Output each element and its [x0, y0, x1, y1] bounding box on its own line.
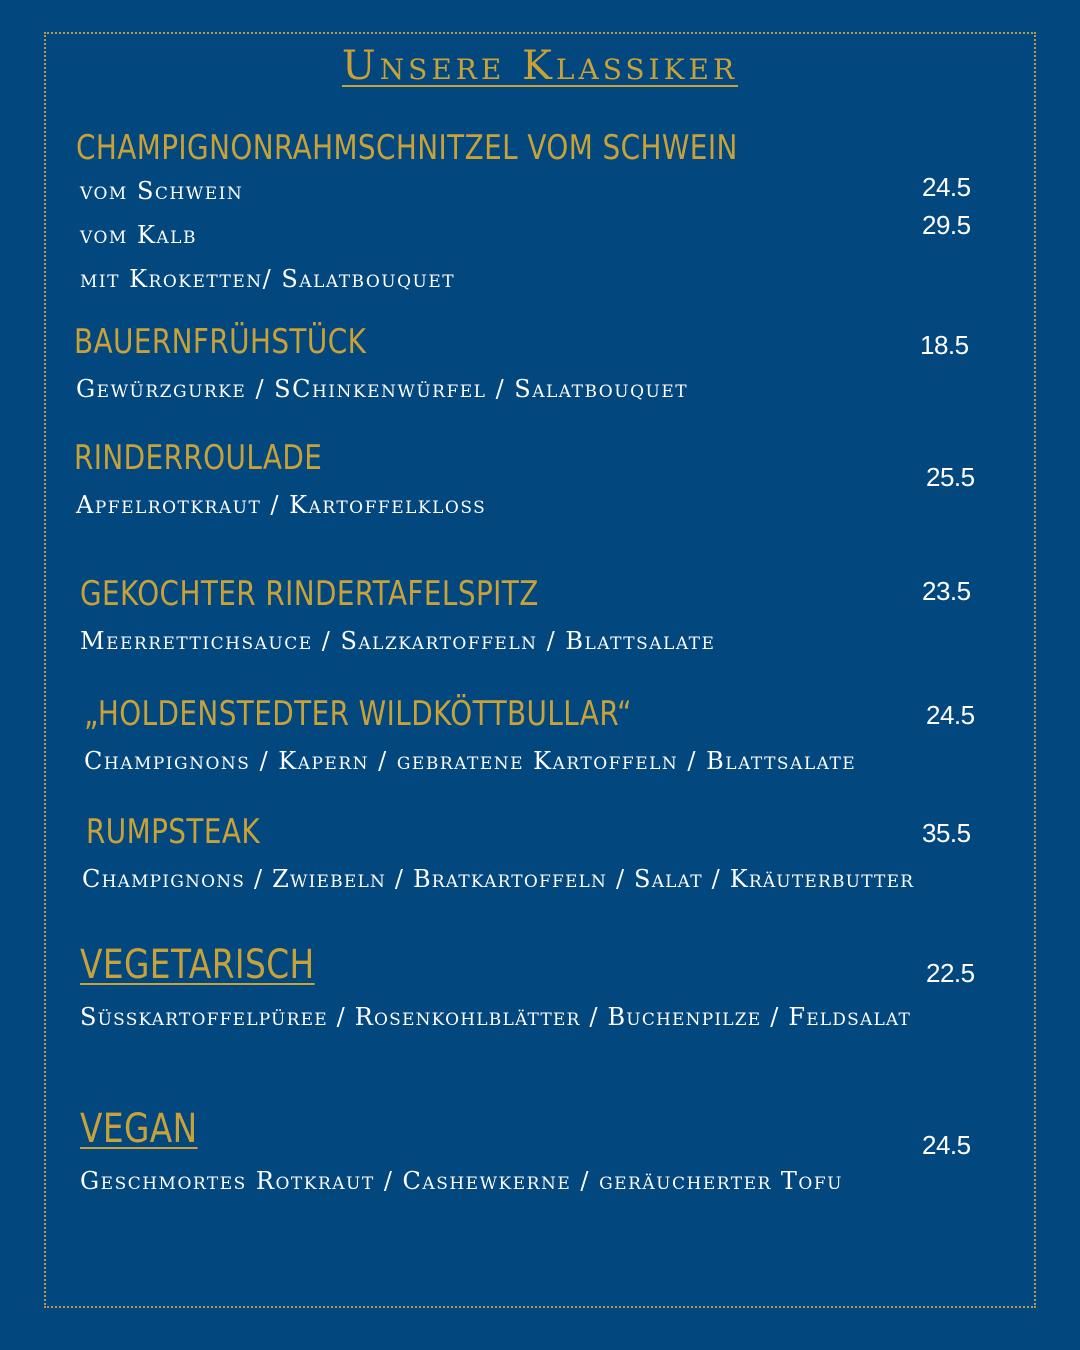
dish-description-rumpsteak: Champignons / Zwiebeln / Bratkartoffeln / Salat / Kräuterbutter	[82, 865, 915, 893]
dish-variant-schwein: vom Schwein	[80, 177, 244, 205]
price-schwein: 24.5	[922, 172, 971, 202]
dish-description-wildkoettbullar: Champignons / Kapern / gebratene Kartoffeln / Blattsalate	[84, 747, 857, 775]
price-vegetarisch: 22.5	[926, 958, 975, 988]
dish-description-bauernfruehstueck: Gewürzgurke / SChinkenwürfel / Salatbouquet	[76, 375, 689, 403]
dish-description-rindertafelspitz: Meerrettichsauce / Salzkartoffeln / Blattsalate	[80, 627, 716, 655]
dish-description-champignonrahmschnitzel: mit Kroketten/ Salatbouquet	[80, 265, 456, 293]
price-rinderroulade: 25.5	[926, 462, 975, 492]
menu-title: Unsere Klassiker	[341, 43, 739, 89]
dish-name-vegetarisch: VEGETARISCH	[80, 942, 315, 988]
dish-description-vegan: Geschmortes Rotkraut / Cashewkerne / geräucherter Tofu	[80, 1167, 843, 1195]
dish-variant-kalb: vom Kalb	[80, 221, 197, 249]
dish-name-wildkoettbullar: „HOLDENSTEDTER WILDKÖTTBULLAR“	[84, 694, 632, 734]
dish-name-champignonrahmschnitzel: CHAMPIGNONRAHMSCHNITZEL VOM SCHWEIN	[76, 128, 738, 168]
dish-name-rumpsteak: RUMPSTEAK	[86, 812, 261, 852]
dish-name-bauernfruehstueck: BAUERNFRÜHSTÜCK	[74, 322, 367, 362]
price-rindertafelspitz: 23.5	[922, 576, 971, 606]
price-vegan: 24.5	[922, 1130, 971, 1160]
dish-name-rinderroulade: RINDERROULADE	[74, 438, 323, 478]
price-kalb: 29.5	[922, 210, 971, 240]
dish-name-vegan: VEGAN	[80, 1106, 198, 1152]
dish-description-vegetarisch: Süsskartoffelpüree / Rosenkohlblätter / Buchenpilze / Feldsalat	[80, 1003, 912, 1031]
price-rumpsteak: 35.5	[922, 818, 971, 848]
dish-name-rindertafelspitz: GEKOCHTER RINDERTAFELSPITZ	[80, 574, 539, 614]
price-bauernfruehstueck: 18.5	[920, 330, 969, 360]
price-wildkoettbullar: 24.5	[926, 700, 975, 730]
dish-description-rinderroulade: Apfelrotkraut / Kartoffelkloss	[76, 491, 487, 519]
